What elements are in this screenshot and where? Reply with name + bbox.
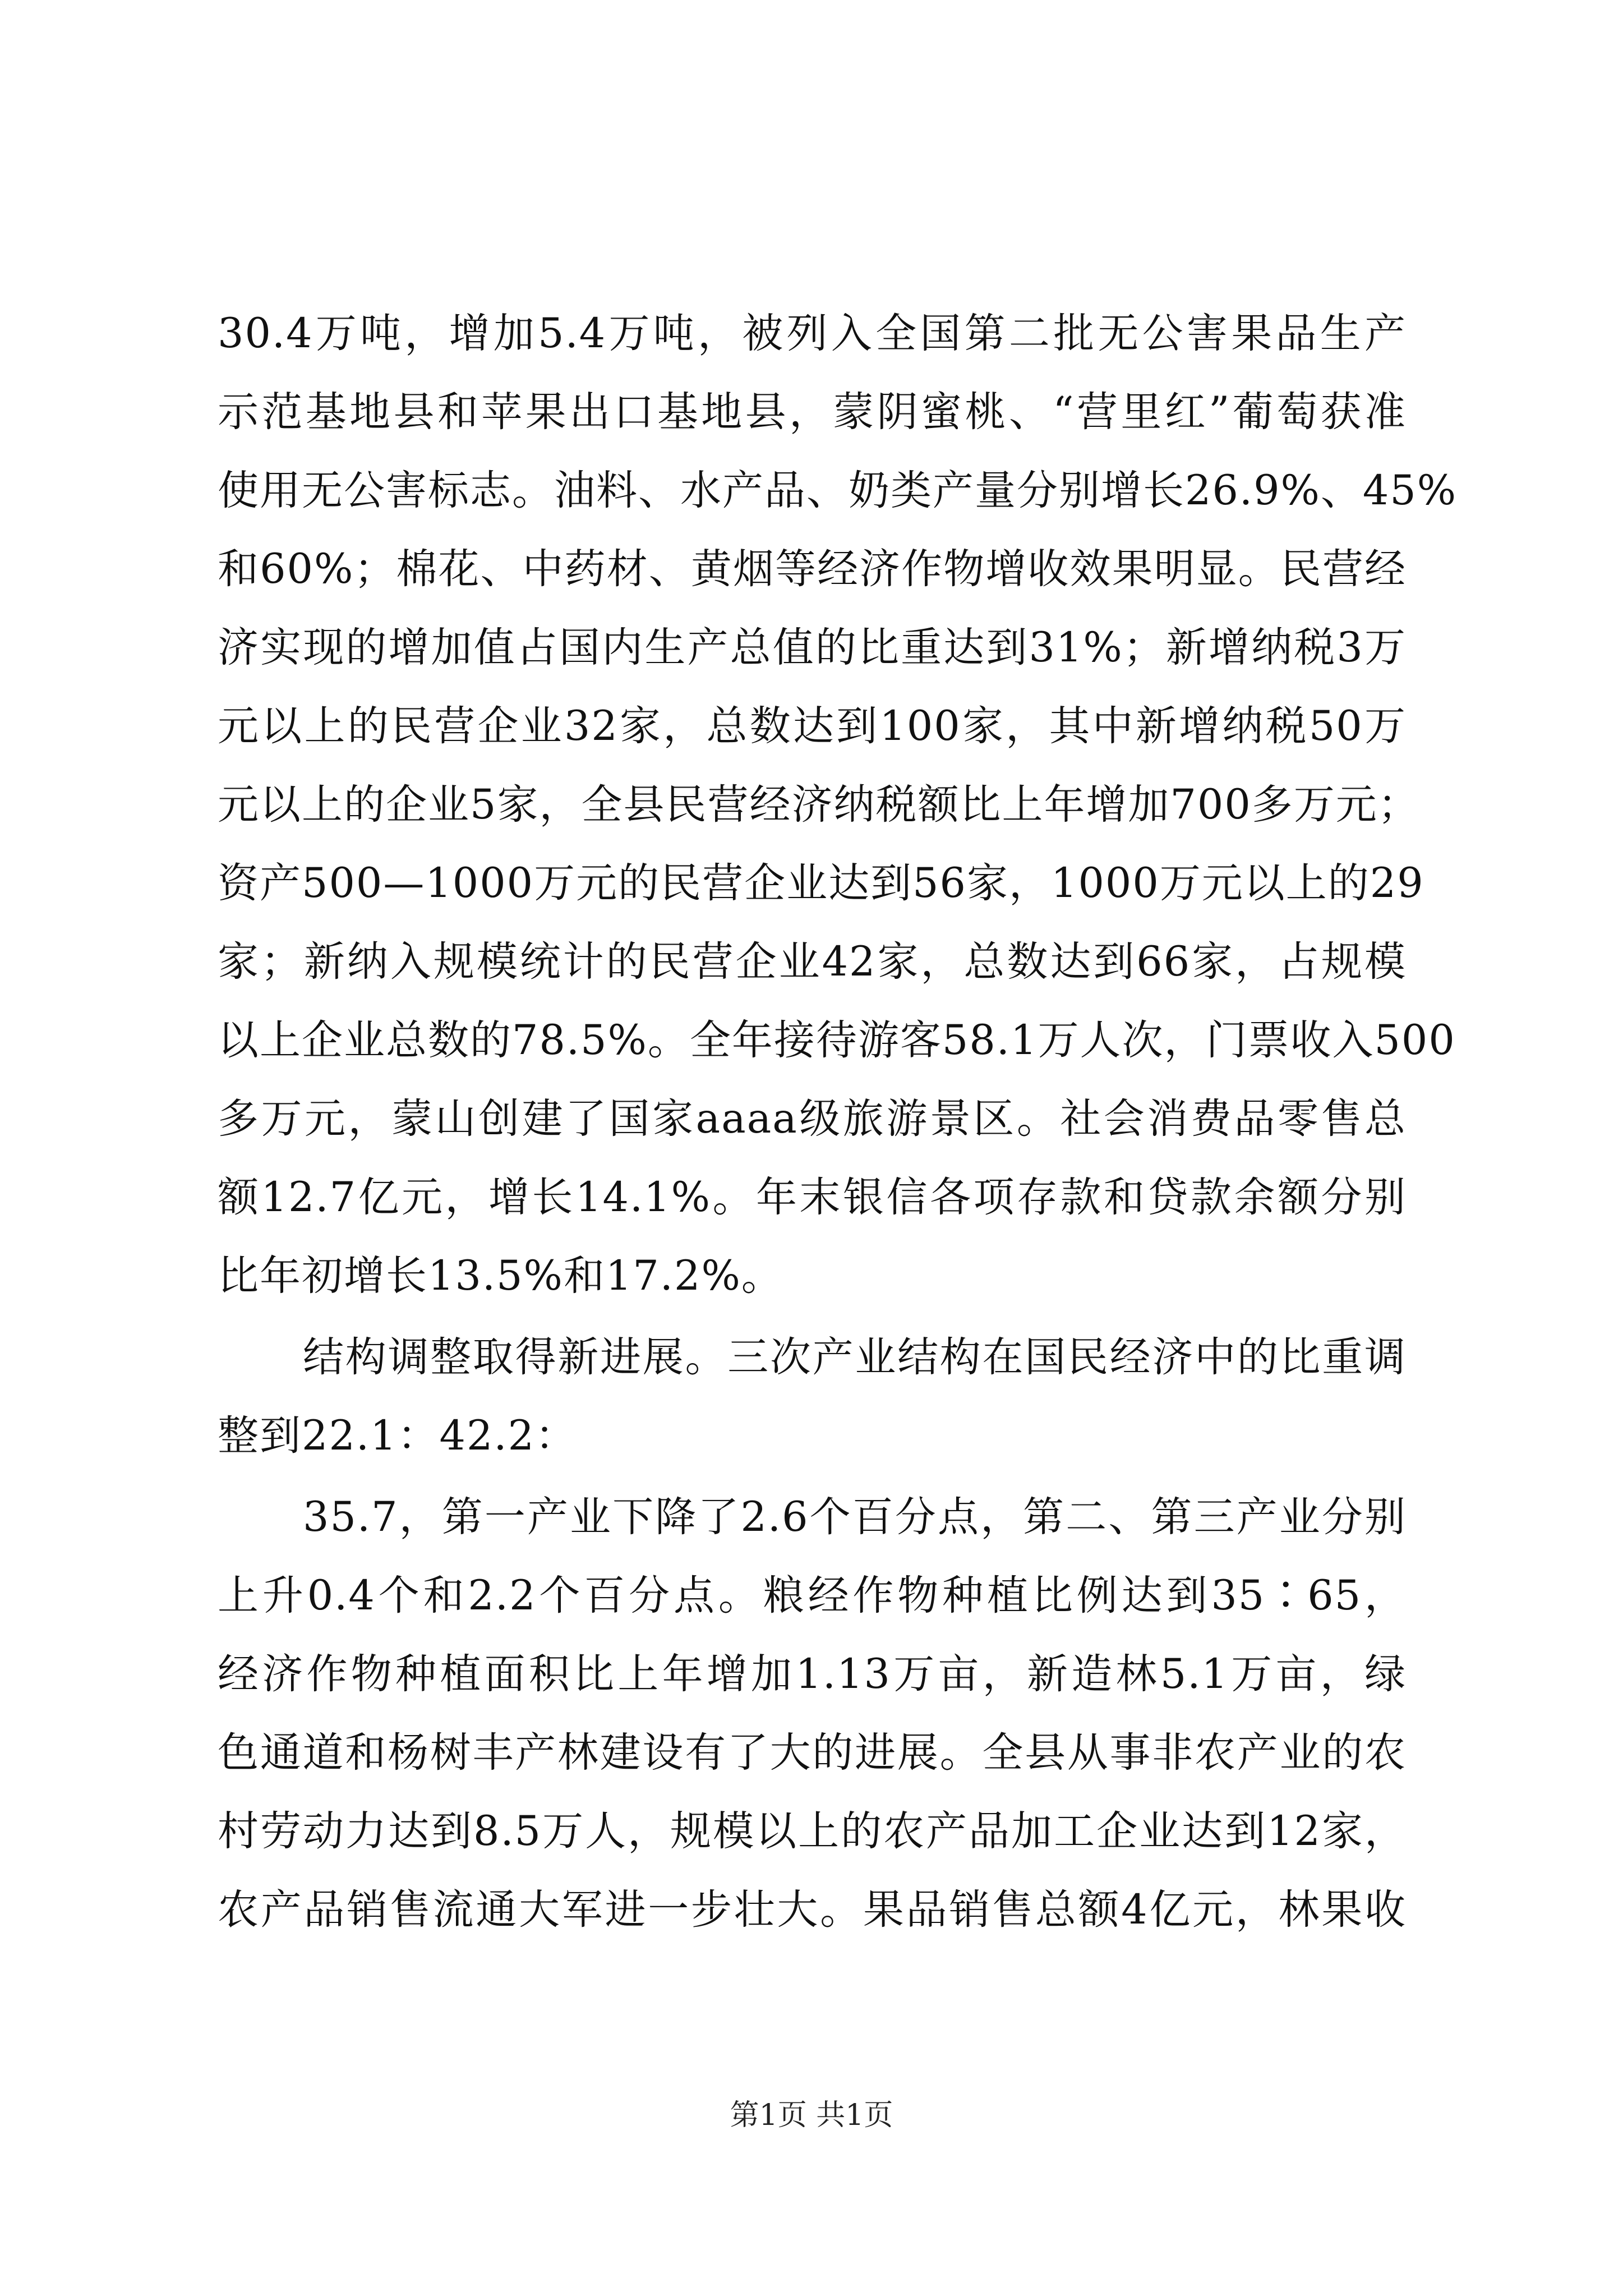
paragraph-line: 和60%；棉花、中药材、黄烟等经济作物增收效果明显。民营经 xyxy=(218,545,1407,593)
paragraph-line: 色通道和杨树丰产林建设有了大的进展。全县从事非农产业的农 xyxy=(218,1729,1407,1777)
paragraph-line: 使用无公害标志。油料、水产品、奶类产量分别增长26.9%、45% xyxy=(218,467,1458,514)
paragraph-line: 上升0.4个和2.2个百分点。粮经作物种植比例达到35∶65， xyxy=(218,1572,1407,1619)
paragraph-line: 比年初增长13.5%和17.2%。 xyxy=(218,1252,783,1300)
paragraph-line: 整到22.1：42.2： xyxy=(218,1412,578,1460)
paragraph-line: 济实现的增加值占国内生产总值的比重达到31%；新增纳税3万 xyxy=(218,624,1407,671)
paragraph-line: 经济作物种植面积比上年增加1.13万亩，新造林5.1万亩，绿 xyxy=(218,1650,1407,1698)
page-number-footer: 第1页 共1页 xyxy=(730,2099,893,2132)
paragraph-line: 结构调整取得新进展。三次产业结构在国民经济中的比重调 xyxy=(303,1333,1407,1381)
paragraph-line: 示范基地县和苹果出口基地县，蒙阴蜜桃、“营里红”葡萄获准 xyxy=(218,388,1407,436)
paragraph-line: 35.7，第一产业下降了2.6个百分点，第二、第三产业分别 xyxy=(303,1493,1407,1541)
paragraph-line: 资产500—1000万元的民营企业达到56家，1000万元以上的29 xyxy=(218,859,1424,907)
paragraph-line: 元以上的民营企业32家，总数达到100家，其中新增纳税50万 xyxy=(218,702,1407,750)
paragraph-line: 家；新纳入规模统计的民营企业42家，总数达到66家，占规模 xyxy=(218,938,1407,986)
paragraph-line: 元以上的企业5家，全县民营经济纳税额比上年增加700多万元； xyxy=(218,781,1420,829)
paragraph-line: 额12.7亿元，增长14.1%。年末银信各项存款和贷款余额分别 xyxy=(218,1174,1407,1221)
paragraph-line: 多万元，蒙山创建了国家aaaa级旅游景区。社会消费品零售总 xyxy=(218,1095,1407,1143)
paragraph-line: 30.4万吨，增加5.4万吨，被列入全国第二批无公害果品生产 xyxy=(218,310,1407,357)
paragraph-line: 村劳动力达到8.5万人，规模以上的农产品加工企业达到12家， xyxy=(218,1807,1407,1855)
paragraph-line: 以上企业总数的78.5%。全年接待游客58.1万人次，门票收入500 xyxy=(218,1016,1456,1064)
paragraph-line: 农产品销售流通大军进一步壮大。果品销售总额4亿元，林果收 xyxy=(218,1886,1407,1934)
